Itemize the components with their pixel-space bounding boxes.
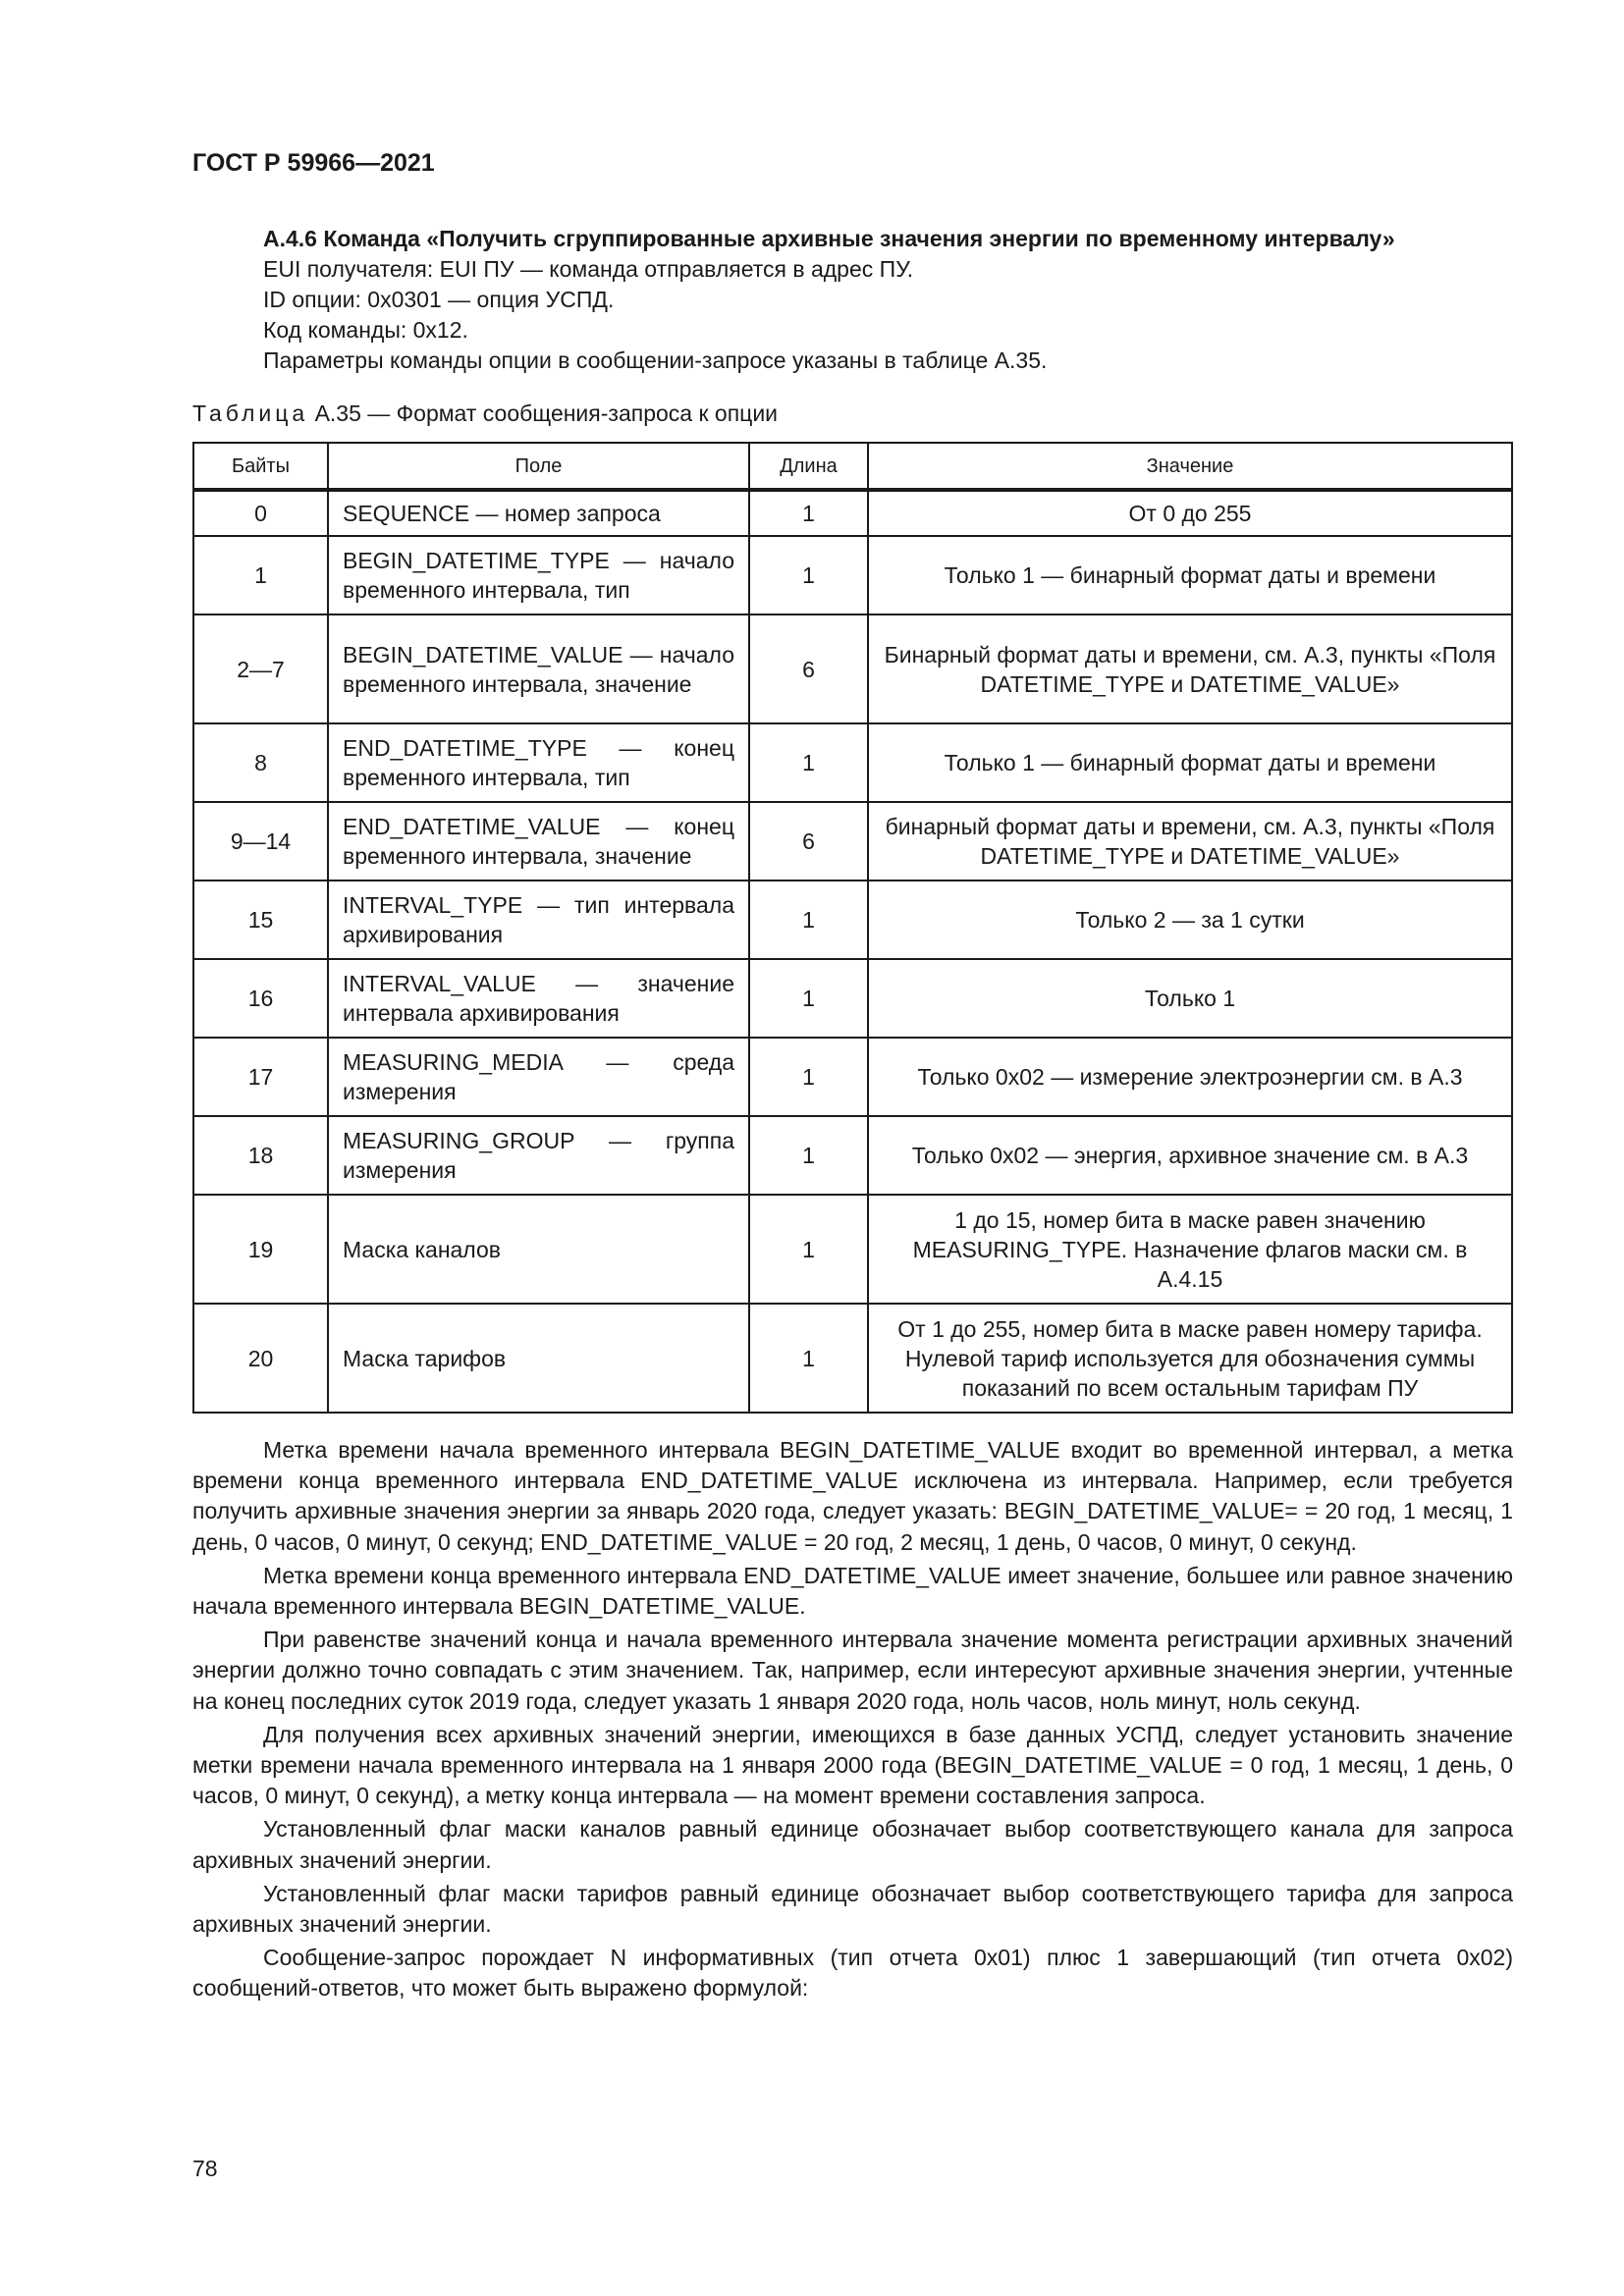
recipient-eui-line: EUI получателя: EUI ПУ — команда отправляется в адрес ПУ. [263, 256, 914, 282]
cell-length: 6 [749, 802, 868, 881]
cell-bytes: 19 [193, 1195, 328, 1304]
cell-value: Только 1 — бинарный формат даты и времени [868, 536, 1512, 614]
cell-value: Только 2 — за 1 сутки [868, 881, 1512, 959]
header-value: Значение [868, 443, 1512, 490]
table-row [193, 536, 1512, 614]
table-row [193, 614, 1512, 723]
cell-length: 1 [749, 959, 868, 1038]
header-length: Длина [749, 443, 868, 490]
cell-field: Маска тарифов [328, 1304, 749, 1413]
command-code-line: Код команды: 0х12. [263, 317, 468, 343]
request-format-table [192, 442, 1513, 1414]
table-caption-label: Таблица [192, 400, 309, 426]
header-bytes: Байты [193, 443, 328, 490]
table-caption-text: А.35 — Формат сообщения-запроса к опции [314, 400, 779, 426]
cell-bytes: 15 [193, 881, 328, 959]
cell-field: MEASURING_MEDIA — среда измерения [328, 1038, 749, 1116]
cell-length: 1 [749, 1116, 868, 1195]
cell-length: 1 [749, 490, 868, 536]
cell-bytes: 0 [193, 490, 328, 536]
cell-field: END_DATETIME_TYPE — конец временного интервала, тип [328, 723, 749, 802]
cell-bytes: 20 [193, 1304, 328, 1413]
cell-bytes: 16 [193, 959, 328, 1038]
paragraph: Метка времени конца временного интервала END_DATETIME_VALUE имеет значение, большее или равное значению начала временного интервала BEGIN_DATETIME_VALUE. [192, 1562, 1513, 1620]
cell-bytes: 18 [193, 1116, 328, 1195]
cell-field: INTERVAL_VALUE — значение интервала архивирования [328, 959, 749, 1038]
section-a-4-6 [263, 224, 1510, 376]
table-row [193, 1038, 1512, 1116]
paragraph: Установленный флаг маски тарифов равный единице обозначает выбор соответствующего тарифа для запроса архивных значений энергии. [192, 1880, 1513, 1938]
cell-length: 1 [749, 881, 868, 959]
cell-bytes: 2—7 [193, 614, 328, 723]
cell-bytes: 1 [193, 536, 328, 614]
cell-field: BEGIN_DATETIME_TYPE — начало временного интервала, тип [328, 536, 749, 614]
cell-length: 1 [749, 536, 868, 614]
cell-value: Только 1 — бинарный формат даты и времени [868, 723, 1512, 802]
table-header-row [193, 443, 1512, 490]
cell-bytes: 17 [193, 1038, 328, 1116]
cell-field: END_DATETIME_VALUE — конец временного интервала, значение [328, 802, 749, 881]
paragraph: Метка времени начала временного интервала BEGIN_DATETIME_VALUE входит во временной интервал, а метка времени конца временного интервала END_DATETIME_VALUE исключена из интервала. Например, если требуется получить архивные значения энергии за январь 2020 года, следует указать: BEGIN_DATETIME_VALUE= = 20 год, 1 месяц, 1 день, 0 часов, 0 минут, 0 секунд; END_DATETIME_VALUE = 20 год, 2 месяц, 1 день, 0 часов, 0 минут, 0 секунд. [192, 1437, 1513, 1555]
cell-value: бинарный формат даты и времени, см. А.3, пункты «Поля DATETIME_TYPE и DATETIME_VALUE» [868, 802, 1512, 881]
cell-field: BEGIN_DATETIME_VALUE — начало временного интервала, значение [328, 614, 749, 723]
paragraph: Для получения всех архивных значений энергии, имеющихся в базе данных УСПД, следует установить значение метки времени начала временного интервала на 1 января 2000 года (BEGIN_DATETIME_VALUE = 0 год, 1 месяц, 1 день, 0 часов, 0 минут, 0 секунд), а метку конца интервала — на момент времени составления запроса. [192, 1721, 1513, 1809]
cell-value: Только 1 [868, 959, 1512, 1038]
cell-bytes: 9—14 [193, 802, 328, 881]
section-heading: А.4.6 Команда «Получить сгруппированные архивные значения энергии по временному интервалу» [263, 226, 1395, 251]
cell-value: От 1 до 255, номер бита в маске равен номеру тарифа. Нулевой тариф используется для обозначения суммы показаний по всем остальным тарифам ПУ [868, 1304, 1512, 1413]
paragraph: Сообщение-запрос порождает N информативных (тип отчета 0х01) плюс 1 завершающий (тип отчета 0х02) сообщений-ответов, что может быть выражено формулой: [192, 1945, 1513, 2002]
header-field: Поле [328, 443, 749, 490]
cell-length: 1 [749, 1304, 868, 1413]
document-header: ГОСТ Р 59966—2021 [192, 149, 435, 177]
page-number: 78 [192, 2156, 218, 2181]
cell-length: 6 [749, 614, 868, 723]
cell-value: Только 0х02 — энергия, архивное значение см. в А.3 [868, 1116, 1512, 1195]
cell-value: 1 до 15, номер бита в маске равен значению MEASURING_TYPE. Назначение флагов маски см. в А.4.15 [868, 1195, 1512, 1304]
table-row [193, 959, 1512, 1038]
cell-length: 1 [749, 1195, 868, 1304]
cell-field: SEQUENCE — номер запроса [328, 490, 749, 536]
cell-length: 1 [749, 723, 868, 802]
option-id-line: ID опции: 0х0301 — опция УСПД. [263, 287, 615, 312]
table-row [193, 802, 1512, 881]
cell-field: INTERVAL_TYPE — тип интервала архивирования [328, 881, 749, 959]
table-row [193, 881, 1512, 959]
cell-bytes: 8 [193, 723, 328, 802]
cell-value: От 0 до 255 [868, 490, 1512, 536]
cell-field: Маска каналов [328, 1195, 749, 1304]
table-row [193, 1116, 1512, 1195]
table-row [193, 1304, 1512, 1413]
cell-value: Бинарный формат даты и времени, см. А.3, пункты «Поля DATETIME_TYPE и DATETIME_VALUE» [868, 614, 1512, 723]
table-reference-line: Параметры команды опции в сообщении-запросе указаны в таблице А.35. [263, 347, 1048, 373]
cell-value: Только 0х02 — измерение электроэнергии см. в А.3 [868, 1038, 1512, 1116]
table-row [193, 490, 1512, 536]
paragraph: Установленный флаг маски каналов равный единице обозначает выбор соответствующего канала для запроса архивных значений энергии. [192, 1816, 1513, 1873]
table-row [193, 723, 1512, 802]
cell-length: 1 [749, 1038, 868, 1116]
table-row [193, 1195, 1512, 1304]
table-caption [192, 400, 778, 427]
explanatory-text [192, 1435, 1513, 2007]
cell-field: MEASURING_GROUP — группа измерения [328, 1116, 749, 1195]
paragraph: При равенстве значений конца и начала временного интервала значение момента регистрации архивных значений энергии должно точно совпадать с этим значением. Так, например, если интересуют архивные значения энергии, учтенные на конец последних суток 2019 года, следует указать 1 января 2020 года, ноль часов, ноль минут, ноль секунд. [192, 1627, 1513, 1714]
